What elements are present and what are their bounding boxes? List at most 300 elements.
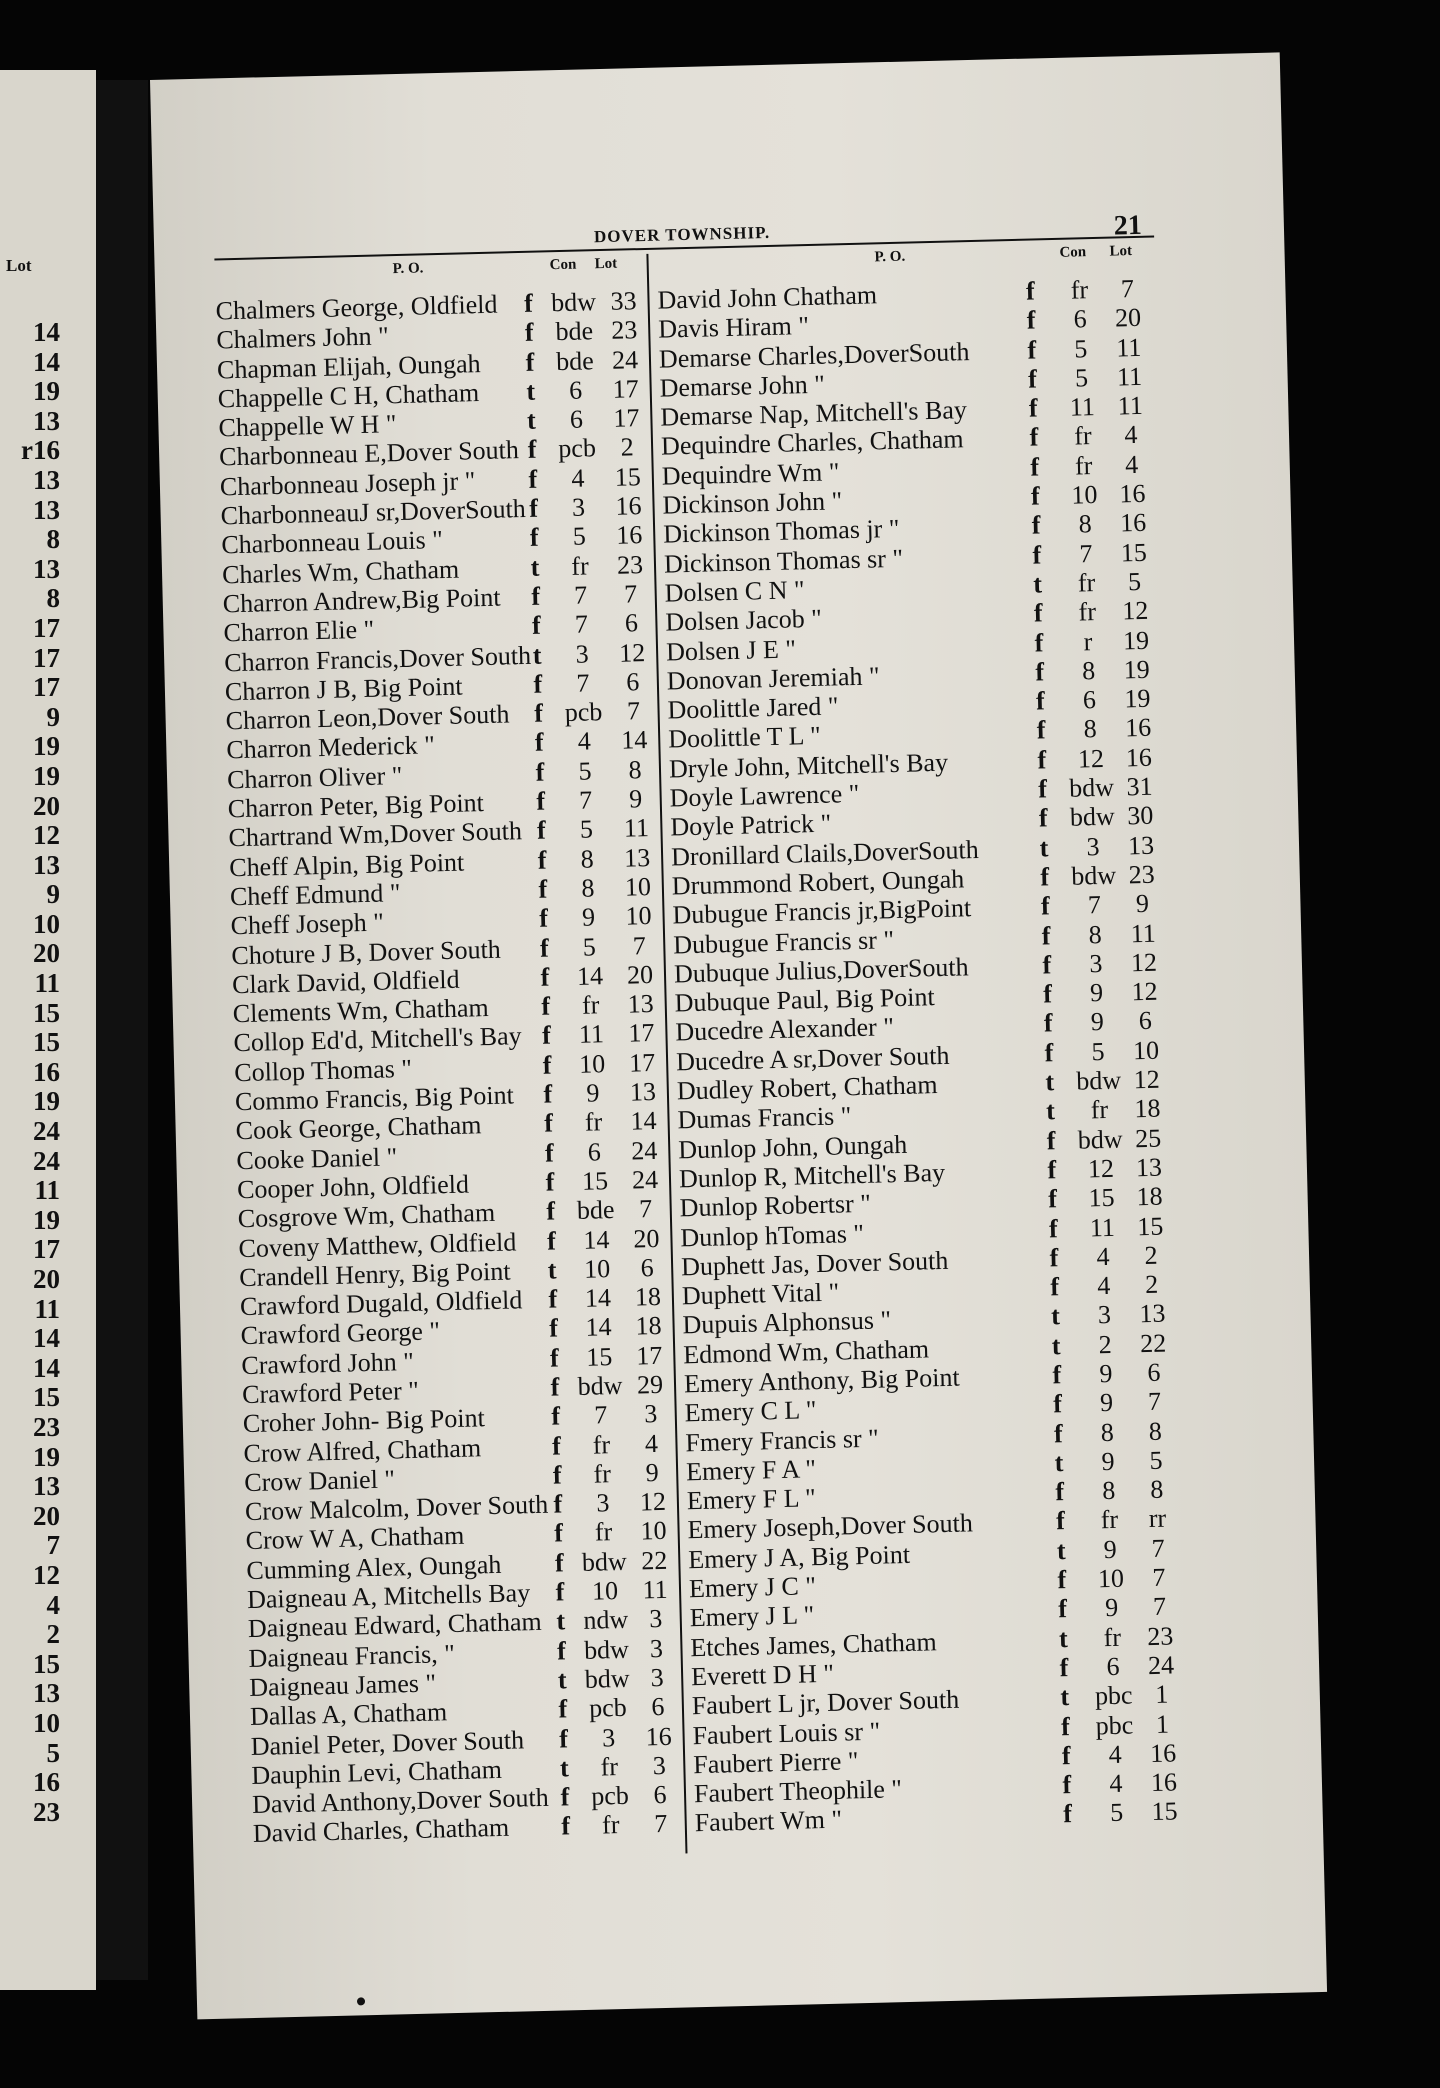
entry-con: fr: [584, 1107, 603, 1137]
entry-lot: 8: [1148, 1416, 1163, 1446]
entry-lot: 13: [1127, 830, 1155, 860]
entry-con: 3: [575, 639, 589, 669]
entry-lot: 18: [1134, 1093, 1161, 1124]
entry-con: 9: [1099, 1358, 1113, 1389]
entry-con: 6: [569, 404, 584, 435]
entry-lot: 19: [1122, 625, 1150, 655]
entry-po-code: f: [527, 435, 537, 465]
entry-lot: 17: [635, 1340, 663, 1371]
entry-lot: 20: [633, 1223, 660, 1254]
entry-po-code: f: [1049, 1242, 1059, 1273]
adjacent-lot-number: 19: [33, 731, 60, 762]
entry-po-code: f: [1055, 1506, 1066, 1536]
entry-name: Commo Francis, Big Point: [234, 1080, 515, 1117]
entry-con: bde: [555, 345, 595, 376]
entry-po-code: f: [1036, 715, 1046, 745]
entry-po-code: f: [1037, 774, 1048, 804]
entry-name: Dubugue Francis sr ": [672, 924, 895, 960]
entry-name: Charron Mederick ": [226, 730, 436, 765]
entry-name: Faubert L jr, Dover South: [691, 1684, 960, 1721]
adjacent-lot-number: 13: [33, 1678, 60, 1709]
entry-name: Crow Malcolm, Dover South: [244, 1489, 549, 1527]
adjacent-lot-number: 14: [33, 1323, 60, 1354]
adjacent-lot-number: 12: [33, 820, 60, 851]
entry-lot: 18: [1136, 1181, 1163, 1212]
entry-po-code: f: [554, 1548, 565, 1578]
entry-name: Cooper John, Oldfield: [236, 1169, 470, 1205]
entry-con: bdw: [1069, 801, 1116, 833]
entry-po-code: f: [1028, 393, 1038, 423]
entry-po-code: f: [542, 1050, 552, 1080]
entry-po-code: f: [537, 845, 547, 875]
entry-po-code: f: [550, 1372, 560, 1402]
entry-po-code: t: [532, 640, 542, 670]
entry-con: 3: [596, 1488, 610, 1518]
entry-po-code: f: [531, 610, 542, 641]
adjacent-lot-number: 12: [33, 1559, 60, 1590]
entry-name: Collop Ed'd, Mitchell's Bay: [233, 1021, 522, 1058]
entry-lot: 15: [614, 461, 642, 492]
adjacent-lot-number: 9: [46, 701, 60, 732]
entry-name: Etches James, Chatham: [690, 1626, 937, 1662]
adjacent-lot-number: 11: [34, 1293, 60, 1324]
entry-con: 15: [585, 1341, 613, 1372]
entry-lot: 3: [652, 1750, 667, 1781]
entry-lot: 7: [638, 1194, 653, 1224]
entry-con: 2: [1098, 1329, 1113, 1359]
entry-con: 5: [1074, 363, 1089, 393]
entry-lot: 7: [1120, 274, 1135, 304]
entry-name: Ducedre A sr,Dover South: [675, 1040, 950, 1077]
page-number: 21: [1113, 209, 1143, 242]
entry-po-code: f: [1030, 452, 1040, 482]
entry-po-code: t: [556, 1606, 566, 1636]
entry-name: Dauphin Levi, Chatham: [251, 1754, 503, 1790]
entry-con: 6: [1082, 685, 1097, 715]
entry-name: Cosgrove Wm, Chatham: [237, 1198, 496, 1234]
entry-lot: 7: [1147, 1386, 1162, 1417]
entry-con: 5: [578, 756, 592, 786]
entry-lot: 11: [623, 813, 650, 843]
entry-lot: 23: [610, 315, 638, 346]
entry-lot: 10: [1132, 1035, 1160, 1065]
entry-name: David Charles, Chatham: [252, 1813, 510, 1849]
entry-name: Faubert Pierre ": [692, 1746, 859, 1780]
entry-con: fr: [594, 1517, 613, 1548]
entry-name: Faubert Wm ": [694, 1805, 843, 1838]
entry-lot: 10: [624, 871, 652, 902]
entry-po-code: t: [1032, 569, 1043, 599]
page-title: DOVER TOWNSHIP.: [593, 222, 771, 247]
entry-lot: 7: [1152, 1562, 1166, 1593]
entry-name: Chartrand Wm,Dover South: [228, 816, 523, 853]
entry-po-code: f: [1041, 920, 1051, 950]
entry-name: Charbonneau E,Dover South: [218, 435, 520, 472]
entry-name: Dolsen J E ": [665, 633, 797, 667]
adjacent-lot-number: 5: [46, 1737, 60, 1768]
entry-name: Dronillard Clails,DoverSouth: [670, 834, 980, 872]
entry-con: 5: [579, 814, 594, 845]
entry-name: Dunlop John, Oungah: [677, 1129, 908, 1165]
entry-po-code: f: [1030, 481, 1041, 511]
adjacent-lot-number: 14: [33, 317, 60, 347]
entry-po-code: f: [1035, 686, 1046, 716]
entry-lot: 22: [640, 1545, 668, 1576]
entry-con: pbc: [1094, 1680, 1133, 1711]
entry-po-code: f: [533, 669, 543, 699]
entry-po-code: f: [1057, 1594, 1068, 1624]
entry-lot: 17: [613, 403, 640, 433]
adjacent-lot-number: 10: [33, 908, 60, 939]
adjacent-lot-number: 13: [33, 1471, 60, 1502]
entry-name: Dallas A, Chatham: [249, 1697, 448, 1732]
entry-name: Charron Francis,Dover South: [223, 640, 532, 677]
entry-con: 4: [570, 463, 585, 493]
entry-con: 9: [586, 1078, 600, 1108]
entry-con: bdw: [1077, 1124, 1123, 1155]
entry-name: Drummond Robert, Oungah: [671, 864, 965, 901]
entry-con: 8: [580, 844, 595, 874]
entry-con: 14: [585, 1312, 612, 1343]
adjacent-lot-number: 13: [33, 849, 60, 880]
entry-lot: 24: [1147, 1650, 1175, 1681]
adjacent-lot-number: 20: [33, 1500, 60, 1531]
entry-po-code: f: [548, 1284, 558, 1314]
entry-po-code: t: [1045, 1067, 1055, 1097]
entry-con: 14: [584, 1283, 612, 1313]
entry-lot: 2: [1144, 1269, 1159, 1300]
entry-name: Charbonneau Louis ": [221, 525, 444, 560]
entry-con: fr: [1103, 1622, 1122, 1652]
entry-lot: 5: [1127, 566, 1142, 597]
entry-lot: 16: [615, 520, 643, 551]
entry-lot: 19: [1124, 683, 1151, 714]
entry-name: Faubert Louis sr ": [692, 1716, 881, 1750]
entry-name: Doyle Lawrence ": [669, 778, 860, 813]
entry-con: bde: [576, 1195, 615, 1226]
entry-lot: 14: [630, 1106, 657, 1136]
entry-name: Emery J C ": [688, 1571, 817, 1604]
entry-name: Chappelle W H ": [218, 409, 397, 443]
entry-con: 9: [581, 902, 596, 932]
entry-lot: 4: [1124, 449, 1139, 480]
entry-name: Crawford John ": [241, 1346, 415, 1380]
entry-con: 7: [576, 668, 590, 698]
entry-lot: 12: [1121, 596, 1149, 626]
entry-name: David Anthony,Dover South: [251, 1782, 550, 1820]
entry-po-code: f: [523, 288, 534, 318]
entry-name: Crawford Dugald, Oldfield: [239, 1285, 523, 1322]
entry-lot: 4: [644, 1428, 659, 1458]
entry-con: fr: [1073, 421, 1092, 452]
entry-po-code: f: [553, 1489, 563, 1519]
entry-con: 9: [1103, 1534, 1118, 1564]
entry-lot: 33: [610, 286, 637, 316]
entry-name: Demarse John ": [659, 369, 826, 403]
entry-po-code: f: [1061, 1740, 1071, 1771]
entry-lot: 7: [623, 579, 638, 609]
entry-po-code: f: [538, 903, 549, 933]
entry-lot: 3: [648, 1604, 663, 1634]
entry-con: 8: [1101, 1476, 1116, 1506]
entry-name: Dudley Robert, Chatham: [676, 1070, 938, 1106]
entry-lot: 5: [1149, 1445, 1163, 1475]
entry-po-code: t: [526, 376, 536, 406]
entry-name: Dubuque Julius,DoverSouth: [673, 952, 969, 989]
adjacent-lot-number: 13: [33, 464, 60, 495]
entry-lot: 25: [1134, 1123, 1162, 1153]
entry-po-code: f: [1027, 335, 1037, 365]
entry-po-code: f: [536, 815, 547, 846]
entry-lot: 6: [624, 608, 639, 638]
entry-lot: 23: [1128, 859, 1156, 890]
entry-po-code: f: [546, 1196, 556, 1226]
entry-name: Clements Wm, Chatham: [232, 993, 489, 1029]
entry-po-code: t: [1060, 1682, 1070, 1712]
entry-con: 12: [1077, 743, 1105, 774]
entry-name: Dequindre Charles, Chatham: [660, 424, 964, 462]
adjacent-lot-number: 24: [33, 1116, 60, 1147]
entry-po-code: t: [557, 1665, 567, 1695]
entry-po-code: f: [1027, 364, 1038, 394]
entry-name: Dickinson Thomas sr ": [663, 543, 904, 579]
entry-lot: 2: [620, 432, 634, 463]
entry-lot: 16: [1149, 1738, 1177, 1768]
entry-con: bdw: [581, 1546, 628, 1577]
entry-lot: 12: [618, 637, 646, 668]
entry-con: fr: [1078, 597, 1097, 627]
entry-lot: 7: [653, 1809, 668, 1839]
entry-con: fr: [581, 990, 600, 1020]
entry-lot: 9: [645, 1457, 660, 1488]
entry-name: Charron Andrew,Big Point: [222, 582, 501, 619]
entry-con: pbc: [1095, 1710, 1134, 1740]
entry-lot: 11: [642, 1574, 668, 1605]
entry-po-code: f: [561, 1811, 571, 1841]
entry-lot: 18: [634, 1281, 662, 1312]
entry-name: Demarse Charles,DoverSouth: [658, 336, 970, 374]
adjacent-lot-number: 14: [33, 346, 60, 377]
entry-lot: 19: [1123, 654, 1151, 685]
entry-con: 6: [1106, 1651, 1120, 1682]
entry-con: 8: [581, 873, 595, 903]
entry-con: bdw: [577, 1370, 623, 1401]
adjacent-lot-number: 19: [33, 1441, 60, 1472]
entry-po-code: f: [1038, 803, 1048, 833]
entry-name: Croher John- Big Point: [242, 1403, 486, 1439]
entry-con: r: [1083, 626, 1093, 656]
entry-con: 6: [587, 1136, 602, 1167]
entry-po-code: f: [538, 874, 548, 904]
entry-name: Crawford George ": [240, 1316, 441, 1351]
entry-name: Dubugue Francis jr,BigPoint: [672, 893, 972, 930]
entry-con: bdw: [1075, 1065, 1122, 1096]
adjacent-lot-number: 8: [46, 583, 60, 614]
entry-name: Charron J B, Big Point: [224, 671, 463, 707]
entry-lot: 12: [639, 1486, 667, 1517]
entry-po-code: t: [1058, 1623, 1069, 1653]
entry-name: Ducedre Alexander ": [675, 1012, 895, 1047]
entry-lot: 11: [1115, 332, 1142, 363]
entry-po-code: f: [548, 1313, 559, 1344]
entry-lot: 23: [616, 549, 644, 580]
entry-po-code: f: [558, 1723, 569, 1754]
adjacent-lot-number: 20: [33, 1264, 60, 1294]
entry-con: pcb: [564, 697, 603, 728]
adjacent-lot-number: 17: [33, 642, 60, 673]
adjacent-lot-number: 15: [33, 997, 60, 1028]
entry-name: Daigneau James ": [248, 1668, 437, 1703]
entry-name: Donovan Jeremiah ": [666, 661, 880, 696]
entry-con: 11: [1069, 392, 1096, 422]
entry-name: Dickinson John ": [662, 486, 843, 520]
entry-lot: 29: [636, 1369, 664, 1400]
entry-po-code: f: [1034, 627, 1044, 658]
entry-name: Chalmers George, Oldfield: [215, 289, 498, 326]
adjacent-lot-number: 14: [33, 1352, 60, 1383]
adjacent-lot-number: 17: [33, 612, 60, 643]
adjacent-lot-number: 16: [33, 1056, 60, 1087]
entry-lot: 16: [1119, 508, 1147, 538]
entry-lot: 17: [628, 1047, 656, 1078]
entry-con: bdw: [1068, 772, 1115, 803]
entry-con: fr: [1074, 450, 1093, 481]
entry-con: pcb: [590, 1780, 630, 1811]
entry-lot: 30: [1126, 801, 1154, 831]
entry-name: Chappelle C H, Chatham: [217, 377, 480, 414]
entry-con: 4: [1096, 1270, 1111, 1301]
entry-po-code: t: [1056, 1535, 1066, 1566]
entry-po-code: t: [1045, 1096, 1056, 1126]
entry-name: Emery Anthony, Big Point: [683, 1362, 960, 1399]
entry-lot: 3: [649, 1633, 664, 1663]
entry-con: fr: [1090, 1095, 1109, 1125]
adjacent-lot-number: 19: [33, 760, 60, 791]
entry-po-code: f: [1047, 1184, 1058, 1214]
entry-po-code: f: [555, 1577, 565, 1607]
entry-lot: 10: [625, 901, 652, 931]
entry-po-code: f: [546, 1225, 557, 1256]
entry-lot: 4: [1124, 420, 1138, 450]
entry-po-code: f: [1040, 862, 1050, 892]
adjacent-lot-number: 15: [33, 1648, 60, 1679]
entry-lot: 13: [623, 842, 651, 873]
entry-lot: 17: [628, 1018, 655, 1049]
entry-lot: 7: [1152, 1591, 1167, 1622]
entry-name: Doolittle Jared ": [667, 691, 839, 725]
entry-po-code: f: [1043, 1008, 1053, 1038]
entry-lot: 16: [1125, 742, 1153, 773]
entry-lot: 16: [1124, 713, 1152, 743]
entry-con: pcb: [588, 1693, 628, 1724]
entry-po-code: t: [1051, 1330, 1061, 1361]
entry-con: 12: [1087, 1153, 1115, 1184]
entry-name: Charron Elie ": [223, 614, 375, 648]
entry-po-code: f: [1040, 891, 1051, 921]
entry-con: 5: [582, 931, 597, 962]
entry-con: fr: [593, 1459, 612, 1489]
entry-po-code: t: [526, 405, 537, 436]
entry-con: fr: [601, 1810, 620, 1840]
entry-con: 5: [1109, 1798, 1124, 1828]
adjacent-lot-number: 19: [33, 376, 60, 407]
entry-con: 3: [1089, 948, 1103, 979]
entry-con: fr: [1100, 1505, 1119, 1535]
entry-name: Charron Oliver ": [226, 760, 403, 795]
entry-name: Charron Leon,Dover South: [225, 699, 510, 736]
entry-po-code: f: [1047, 1155, 1057, 1185]
entry-con: 11: [1089, 1212, 1116, 1242]
entry-con: 8: [1083, 714, 1097, 744]
entry-name: David John Chatham: [657, 280, 878, 315]
entry-po-code: f: [1059, 1652, 1069, 1683]
entry-con: 9: [1101, 1446, 1115, 1477]
entry-po-code: t: [1054, 1447, 1064, 1478]
entry-name: Dryle John, Mitchell's Bay: [668, 747, 949, 784]
entry-po-code: f: [1052, 1360, 1062, 1390]
entry-name: Doolittle T L ": [667, 721, 821, 754]
entry-lot: 7: [1151, 1533, 1166, 1563]
entry-con: 11: [578, 1019, 605, 1050]
adjacent-lot-number: 13: [33, 553, 60, 584]
entry-name: Chapman Elijah, Oungah: [216, 348, 481, 385]
entry-name: Dunlop R, Mitchell's Bay: [678, 1157, 946, 1194]
entry-name: Emery F L ": [686, 1483, 816, 1516]
entry-lot: 16: [645, 1721, 672, 1751]
right-entry-column: [657, 273, 1195, 1837]
entry-po-code: f: [1060, 1711, 1071, 1741]
entry-con: 3: [1097, 1300, 1112, 1330]
adjacent-lot-number: 19: [33, 1086, 60, 1117]
entry-name: Cumming Alex, Oungah: [246, 1549, 502, 1585]
adjacent-lot-number: 23: [33, 1411, 60, 1442]
entry-lot: 2: [1144, 1240, 1158, 1270]
entry-name: CharbonneauJ sr,DoverSouth: [220, 494, 527, 531]
entry-con: 10: [591, 1576, 619, 1606]
entry-po-code: f: [543, 1079, 553, 1109]
entry-lot: rr: [1148, 1504, 1167, 1534]
entry-lot: 7: [632, 930, 647, 960]
entry-lot: 14: [620, 725, 648, 756]
entry-con: bdw: [583, 1634, 630, 1665]
entry-name: Dunlop Robertsr ": [679, 1188, 872, 1223]
entry-po-code: f: [545, 1167, 555, 1197]
entry-name: Emery J L ": [689, 1600, 815, 1633]
entry-con: 6: [1073, 304, 1087, 334]
entry-po-code: f: [549, 1343, 560, 1373]
entry-lot: 12: [1131, 976, 1158, 1007]
adjacent-lot-number: 13: [33, 494, 60, 525]
entry-con: bdw: [550, 287, 597, 318]
entry-con: 10: [1071, 480, 1098, 510]
entry-name: Daigneau A, Mitchells Bay: [246, 1578, 531, 1615]
entry-con: bde: [555, 316, 594, 347]
entry-lot: 12: [1130, 947, 1158, 978]
entry-name: Chalmers John ": [216, 321, 390, 355]
entry-lot: 22: [1139, 1328, 1167, 1358]
entry-name: Crow Alfred, Chatham: [243, 1432, 482, 1468]
entry-name: Charles Wm, Chatham: [221, 554, 460, 590]
entry-po-code: t: [530, 552, 540, 582]
entry-po-code: f: [1052, 1389, 1063, 1419]
right-con-header: Con: [1059, 244, 1087, 261]
entry-name: Dolsen C N ": [664, 575, 805, 608]
entry-lot: 15: [1136, 1211, 1164, 1241]
entry-name: Cooke Daniel ": [236, 1141, 398, 1175]
entry-po-code: f: [534, 728, 544, 758]
entry-lot: 13: [627, 989, 655, 1019]
adjacent-lot-number: 17: [33, 672, 60, 703]
